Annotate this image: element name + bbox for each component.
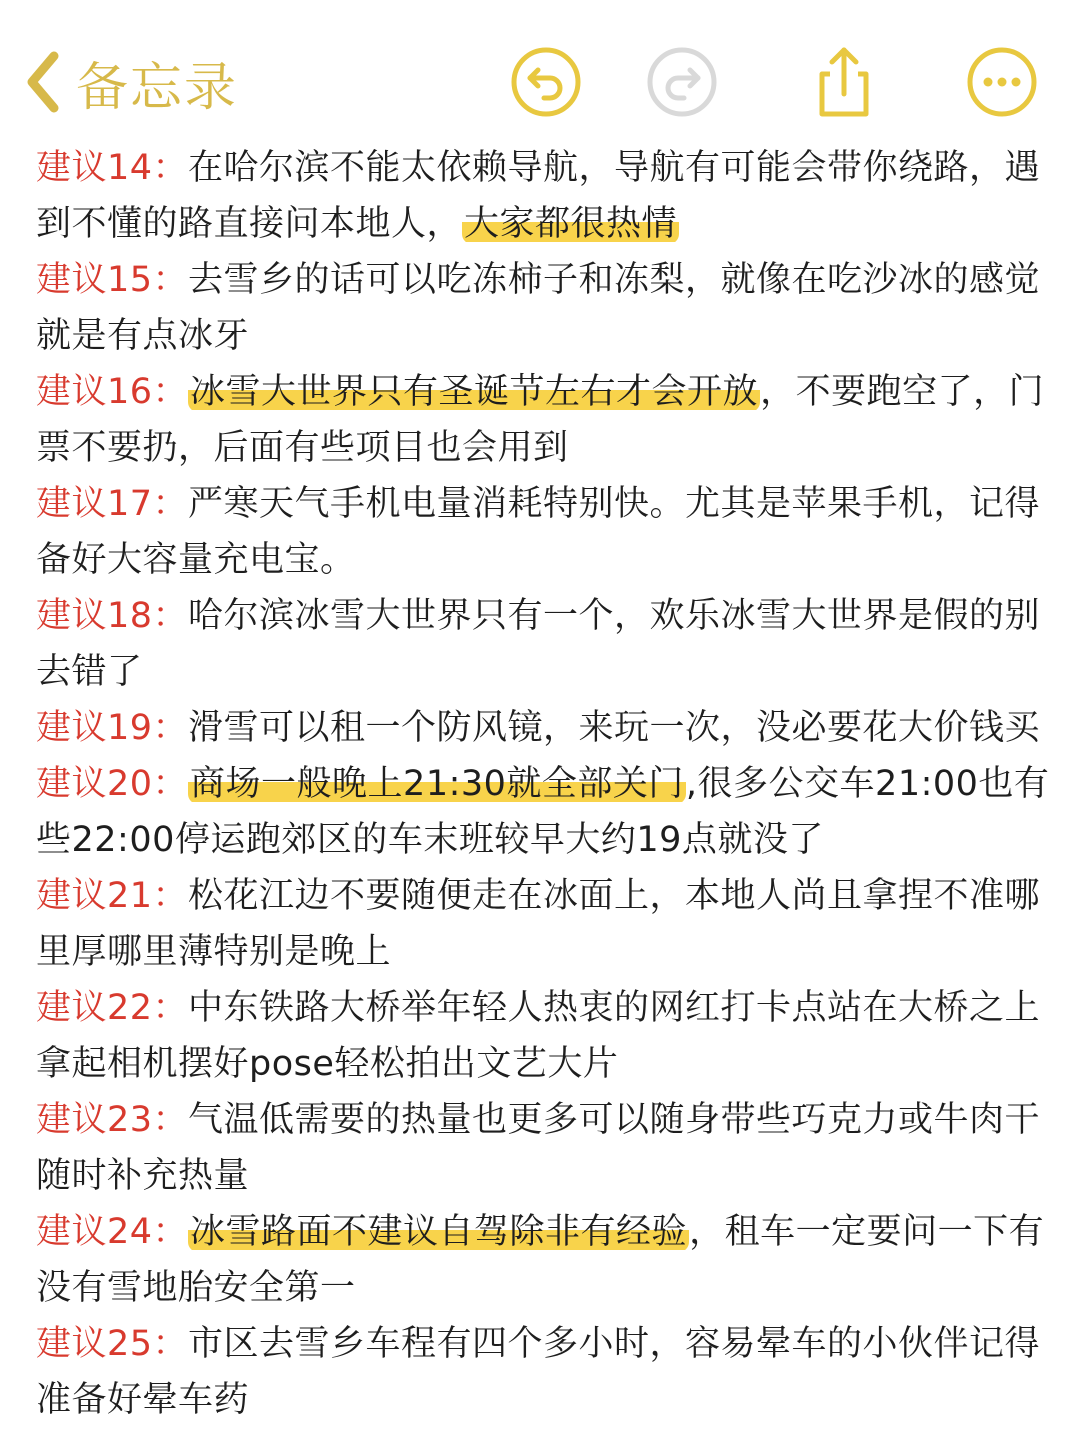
tip-text: 市区去雪乡车程有四个多小时，容易晕车的小伙伴记得准备好晕车药 [36,1324,1041,1420]
chevron-left-icon [22,50,62,114]
tip-text: 严寒天气手机电量消耗特别快。尤其是苹果手机，记得备好大容量充电宝。 [36,484,1041,580]
tip-highlight: 大家都很热情 [464,204,678,244]
tip-label: 建议25： [36,1324,189,1364]
redo-icon [644,44,720,120]
tip-text: 松花江边不要随便走在冰面上，本地人尚且拿捏不准哪里厚哪里薄特别是晚上 [36,876,1041,972]
redo-button[interactable] [644,44,720,120]
share-icon [806,44,882,120]
share-button[interactable] [806,44,882,120]
tip-highlight: 冰雪大世界只有圣诞节左右才会开放 [190,372,759,412]
tip-text-after: ,很多公交车21:00也有些22:00停运跑郊区的车末班较早大约19点就没了 [36,764,1050,860]
tip-text-after: ，不要跑空了，门票不要扔，后面有些项目也会用到 [36,372,1045,468]
nav-bar [0,0,1080,150]
back-button[interactable] [22,44,238,120]
tip-label: 建议18： [36,596,189,636]
tip-label: 建议22： [36,988,189,1028]
tip-label: 建议19： [36,708,189,748]
tip-highlight: 冰雪路面不建议自驾除非有经验 [190,1212,688,1252]
tip-item-20 [36,756,1054,868]
more-button[interactable] [964,44,1040,120]
tip-item-22 [36,980,1054,1092]
tip-label: 建议24： [36,1212,189,1252]
tip-label: 建议14： [36,148,189,188]
tip-label: 建议15： [36,260,189,300]
tip-label: 建议20： [36,764,189,804]
tip-item-24 [36,1204,1054,1316]
tip-item-15 [36,252,1054,364]
tip-label: 建议23： [36,1100,189,1140]
tip-text: 滑雪可以租一个防风镜，来玩一次，没必要花大价钱买 [188,708,1041,748]
tip-text-after: ，租车一定要问一下有没有雪地胎安全第一 [36,1212,1045,1308]
tip-text: 在哈尔滨不能太依赖导航，导航有可能会带你绕路，遇到不懂的路直接问本地人， [36,148,1041,244]
tip-label: 建议16： [36,372,189,412]
tip-item-25 [36,1316,1054,1428]
tip-text: 气温低需要的热量也更多可以随身带些巧克力或牛肉干随时补充热量 [36,1100,1041,1196]
undo-button[interactable] [508,44,584,120]
note-body[interactable] [36,140,1054,1428]
tip-label: 建议21： [36,876,189,916]
tip-text: 中东铁路大桥举年轻人热衷的网红打卡点站在大桥之上拿起相机摆好pose轻松拍出文艺大片 [36,988,1041,1084]
back-label: 备忘录 [76,57,239,118]
tip-highlight: 商场一般晚上21:30就全部关门 [190,764,684,804]
tip-item-23 [36,1092,1054,1204]
tip-item-16 [36,364,1054,476]
tip-item-14 [36,140,1054,252]
tip-item-17 [36,476,1054,588]
tip-label: 建议17： [36,484,189,524]
tip-text: 哈尔滨冰雪大世界只有一个，欢乐冰雪大世界是假的别去错了 [36,596,1041,692]
more-icon [964,44,1040,120]
tip-item-19 [36,700,1054,756]
undo-icon [508,44,584,120]
tip-text: 去雪乡的话可以吃冻柿子和冻梨，就像在吃沙冰的感觉就是有点冰牙 [36,260,1041,356]
tip-item-18 [36,588,1054,700]
tip-item-21 [36,868,1054,980]
